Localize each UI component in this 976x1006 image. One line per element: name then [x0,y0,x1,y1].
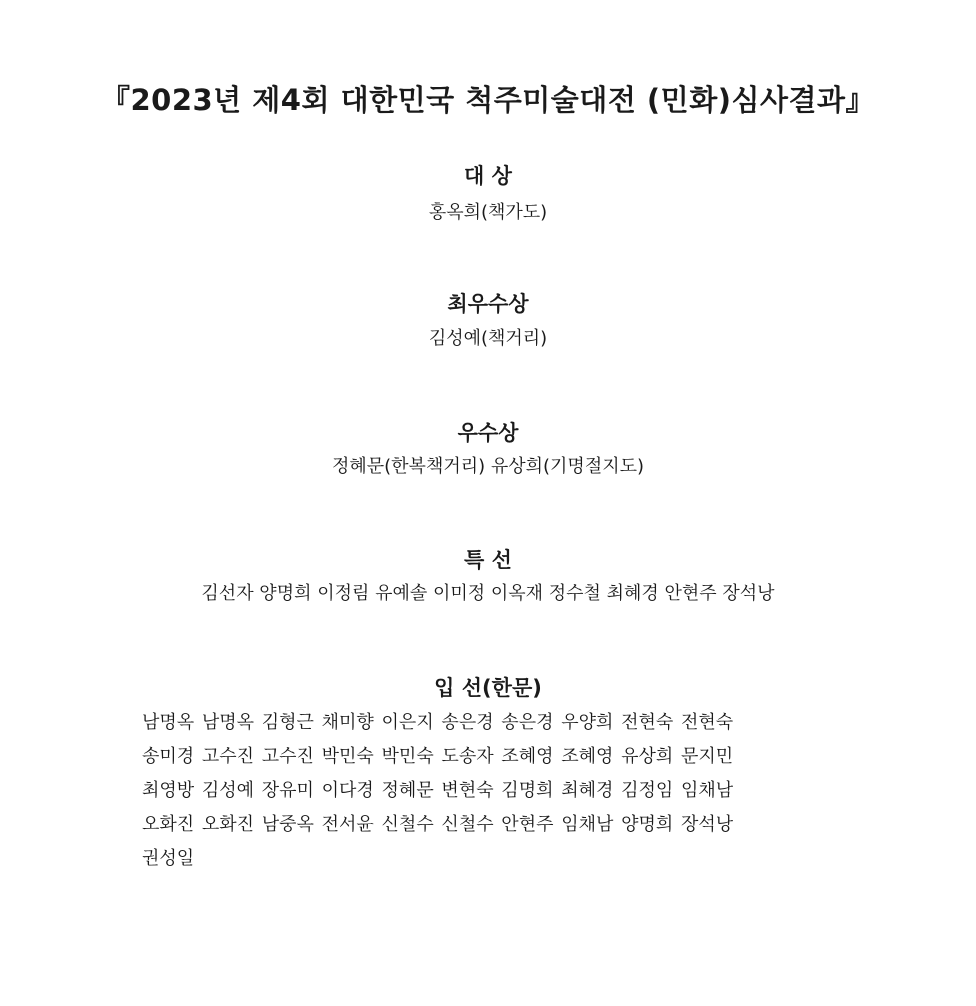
excellence-heading: 우수상 [457,421,519,445]
top-excellence-heading: 최우수상 [447,292,529,316]
selected-names-line-1: 남명옥 남명옥 김형근 채미향 이은지 송은경 송은경 우양희 전현숙 전현숙 [142,712,734,733]
selected-names-line-5: 권성일 [142,848,195,869]
special-selection-heading: 특 선 [464,548,512,572]
selected-heading: 입 선(한문) [434,676,542,700]
selected-names-line-3: 최영방 김성예 장유미 이다경 정혜문 변현숙 김명희 최혜경 김정임 임채남 [142,780,734,801]
grand-prize-heading: 대 상 [464,164,512,188]
selected-names-line-2: 송미경 고수진 고수진 박민숙 박민숙 도송자 조혜영 조혜영 유상희 문지민 [142,746,734,767]
excellence-winners: 정혜문(한복책거리) 유상희(기명절지도) [331,456,645,477]
top-excellence-winner: 김성예(책거리) [428,328,548,349]
special-selection-names: 김선자 양명희 이정림 유예솔 이미정 이옥재 정수철 최혜경 안현주 장석낭 [201,583,775,604]
grand-prize-winner: 홍옥희(책가도) [428,202,548,223]
document-title: 『2023년 제4회 대한민국 척주미술대전 (민화)심사결과』 [100,83,876,117]
selected-names-line-4: 오화진 오화진 남중옥 전서윤 신철수 신철수 안현주 임채남 양명희 장석낭 [142,814,734,835]
